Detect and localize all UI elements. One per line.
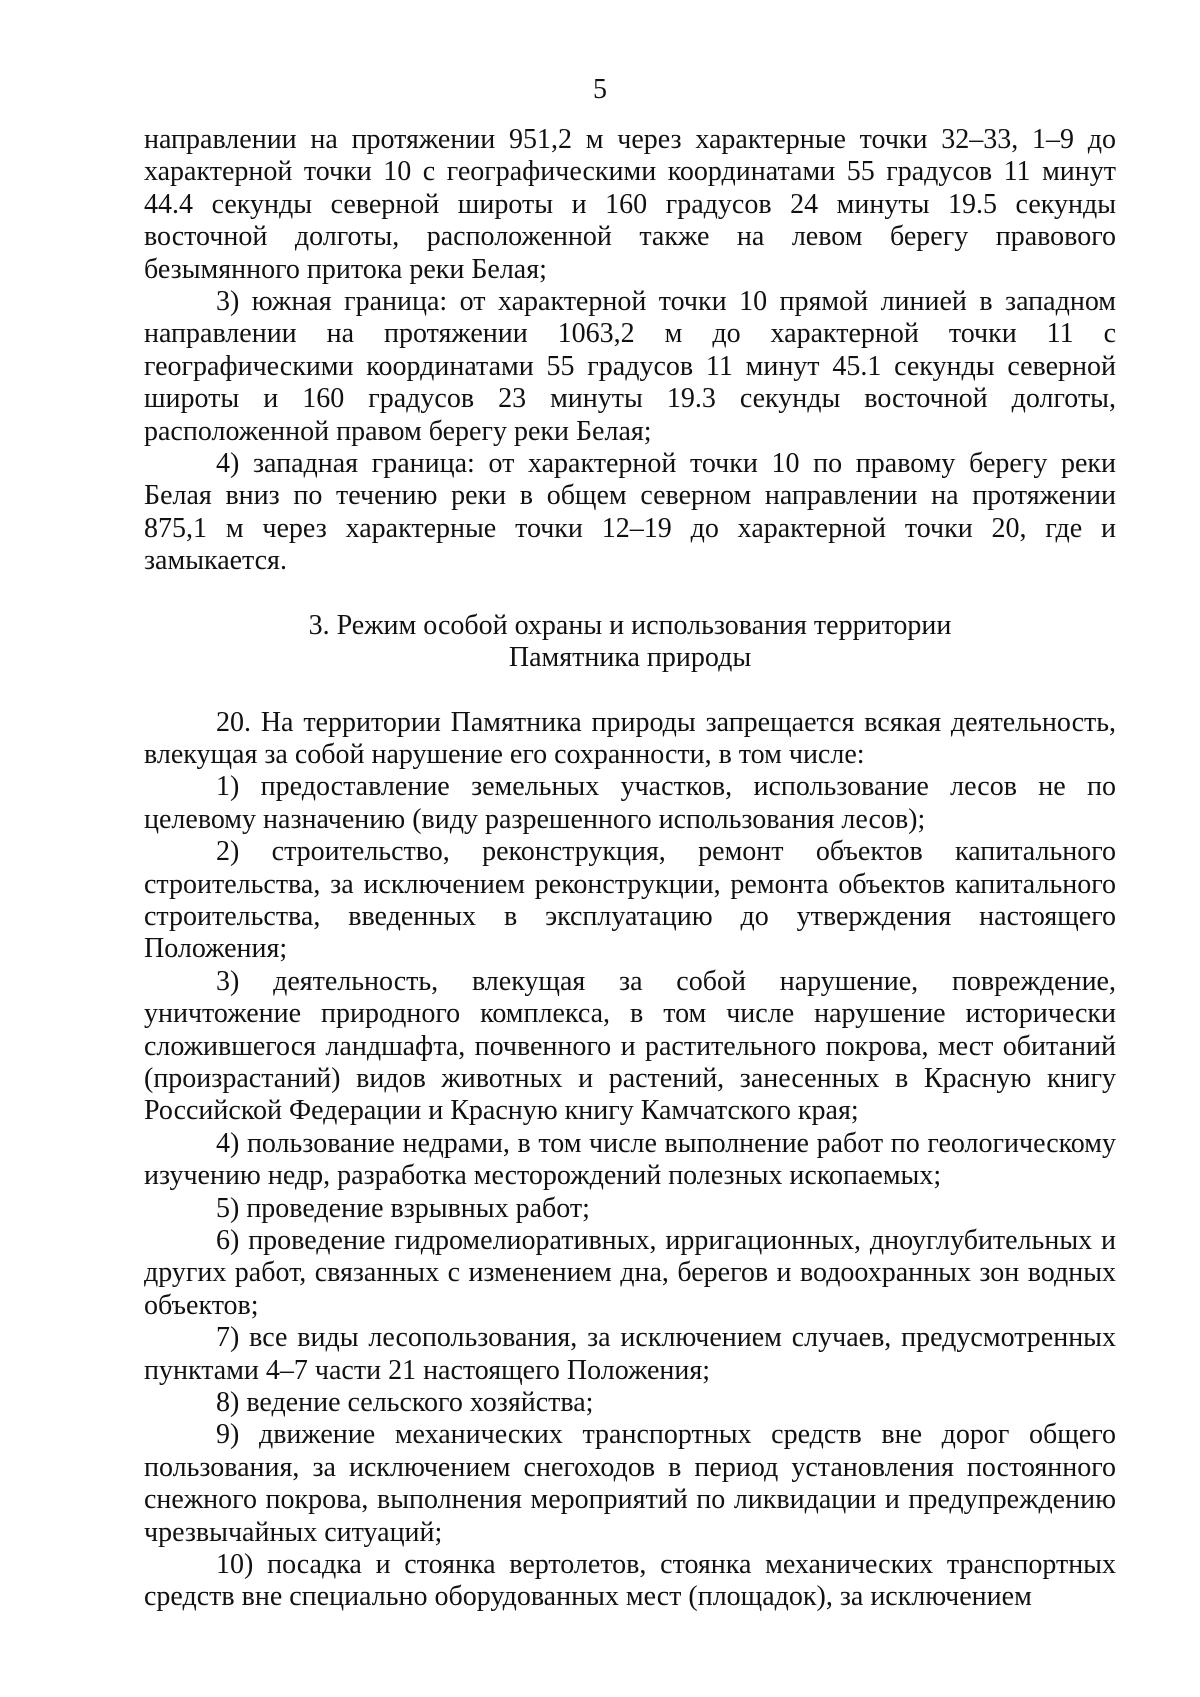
list-item-3: 3) деятельность, влекущая за собой нарушение, повреждение, уничтожение природного комплекса, в том числе нарушение исторически сложившегося ландшафта, почвенного и растительного покрова, мест обитаний (произрастаний) видов животных и растений, занесенных в Красную книгу Российской Федерации и Красную книгу Камчатского края; bbox=[144, 965, 1116, 1127]
section-heading-line-1: 3. Режим особой охраны и использования территории bbox=[308, 609, 952, 641]
paragraph-south-boundary: 3) южная граница: от характерной точки 10 прямой линией в западном направлении на протяжении 1063,2 м до характерной точки 11 с географическими координатами 55 градусов 11 минут 45.1 секунды северной широты и 160 градусов 23 минуты 19.3 секунды восточной долготы, расположенной правом берегу реки Белая; bbox=[144, 286, 1116, 447]
section-heading-line-2: Памятника природы bbox=[508, 642, 752, 674]
list-item-1: 1) предоставление земельных участков, использование лесов не по целевому назначению (виду разрешенного использования лесов); bbox=[144, 771, 1116, 835]
list-item-8: 8) ведение сельского хозяйства; bbox=[216, 1387, 594, 1419]
page-number: 5 bbox=[593, 74, 607, 105]
list-item-7: 7) все виды лесопользования, за исключением случаев, предусмотренных пунктами 4–7 части 21 настоящего Положения; bbox=[144, 1322, 1116, 1386]
list-item-9: 9) движение механических транспортных средств вне дорог общего пользования, за исключением снегоходов в период установления постоянного снежного покрова, выполнения мероприятий по ликвидации и предупреждению чрезвычайных ситуаций; bbox=[144, 1419, 1116, 1548]
list-item-10: 10) посадка и стоянка вертолетов, стоянка механических транспортных средств вне специально оборудованных мест (площадок), за исключением bbox=[144, 1549, 1116, 1613]
paragraph-continuation: направлении на протяжении 951,2 м через характерные точки 32–33, 1–9 до характерной точки 10 с географическими координатами 55 градусов 11 минут 44.4 секунды северной широты и 160 градусов 24 минуты 19.5 секунды восточной долготы, расположенной также на левом берегу правового безымянного притока реки Белая; bbox=[144, 124, 1116, 285]
section-heading bbox=[144, 610, 1116, 675]
list-item-5: 5) проведение взрывных работ; bbox=[216, 1192, 590, 1224]
document-body bbox=[144, 124, 1116, 1614]
paragraph-west-boundary: 4) западная граница: от характерной точки 10 по правому берегу реки Белая вниз по течению реки в общем северном направлении на протяжении 875,1 м через характерные точки 12–19 до характерной точки 20, где и замыкается. bbox=[144, 448, 1116, 577]
list-item-4: 4) пользование недрами, в том числе выполнение работ по геологическому изучению недр, разработка месторождений полезных ископаемых; bbox=[144, 1127, 1116, 1192]
list-item-2: 2) строительство, реконструкция, ремонт объектов капитального строительства, за исключением реконструкции, ремонта объектов капитального строительства, введенных в эксплуатацию до утверждения настоящего Положения; bbox=[144, 836, 1116, 965]
list-item-6: 6) проведение гидромелиоративных, ирригационных, дноуглубительных и других работ, связанных с изменением дна, берегов и водоохранных зон водных объектов; bbox=[144, 1225, 1116, 1321]
paragraph-item-20: 20. На территории Памятника природы запрещается всякая деятельность, влекущая за собой нарушение его сохранности, в том числе: bbox=[144, 706, 1116, 770]
